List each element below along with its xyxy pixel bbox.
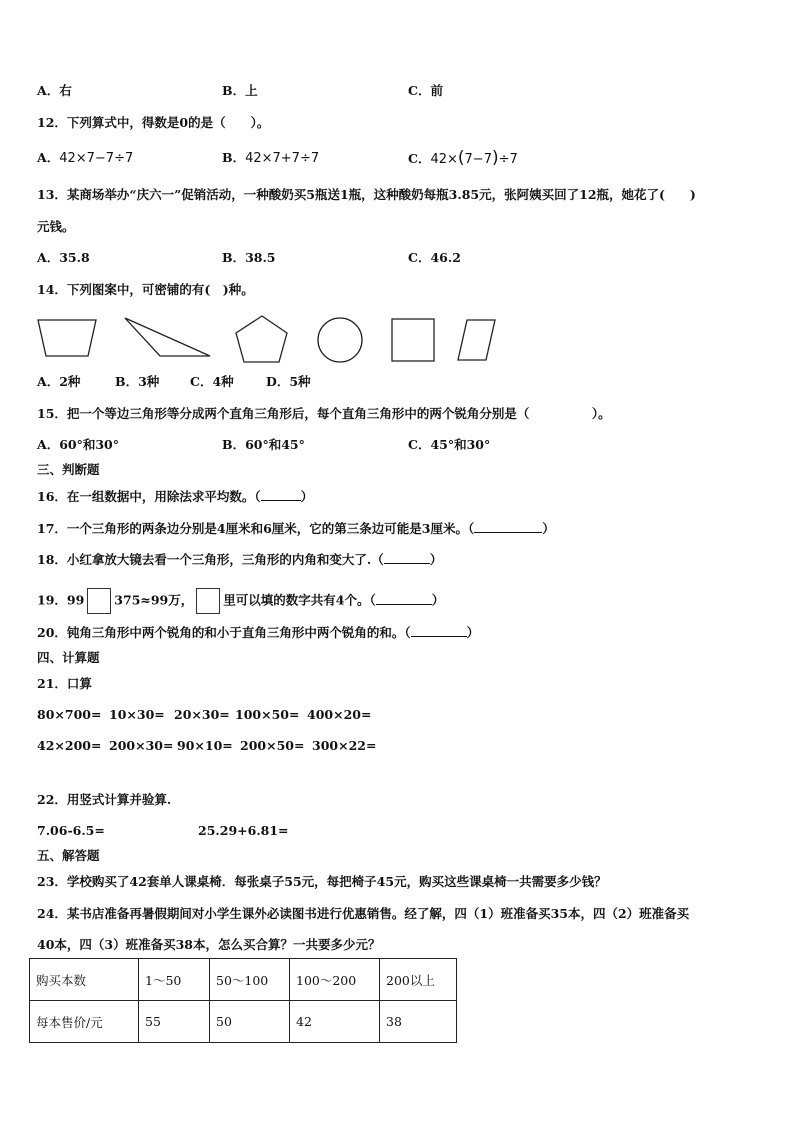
table-cell: 42 xyxy=(290,1001,380,1043)
q21-row2-item: 200×30= xyxy=(109,738,174,753)
table-header-cell: 200以上 xyxy=(380,959,457,1001)
circle-shape xyxy=(318,318,362,362)
pentagon-shape xyxy=(236,316,287,362)
table-cell: 55 xyxy=(139,1001,210,1043)
q22-title: 22．用竖式计算并验算. xyxy=(37,792,172,807)
q24-price-table xyxy=(29,958,457,1043)
q17: 17．一个三角形的两条边分别是4厘米和6厘米，它的第三条边可能是3厘米。（ ） xyxy=(37,521,555,536)
table-cell: 38 xyxy=(380,1001,457,1043)
q14-option-a: A．2种 xyxy=(37,374,81,389)
q19-answer-blank[interactable] xyxy=(376,592,432,605)
q13-option-a: A．35.8 xyxy=(37,250,90,265)
q21-row1-item: 80×700= xyxy=(37,707,102,722)
q12-option-a: A．42×7−7÷7 xyxy=(37,150,134,166)
q11-option-b: B．上 xyxy=(222,83,258,98)
q14-option-d: D．5种 xyxy=(266,374,311,389)
q21-row2-item: 300×22= xyxy=(312,738,377,753)
q16-answer-blank[interactable] xyxy=(261,488,301,501)
q23: 23．学校购买了42套单人课桌椅．每张桌子55元，每把椅子45元，购买这些课桌椅一共需要多少钱？ xyxy=(37,874,607,889)
q19-digit-box-reference xyxy=(196,588,220,614)
q21-row1-item: 400×20= xyxy=(307,707,372,722)
q11-option-c: C．前 xyxy=(408,83,443,98)
q12-option-a-expression: 42×7−7÷7 xyxy=(59,151,134,166)
square-shape xyxy=(392,319,434,361)
q13-stem-line2: 元钱。 xyxy=(37,219,75,234)
table-header-cell: 100～200 xyxy=(290,959,380,1001)
table-cell: 50 xyxy=(210,1001,290,1043)
q18-answer-blank[interactable] xyxy=(384,551,430,564)
q12-option-c: C．42×(7−7)÷7 xyxy=(408,148,518,168)
q13-option-b: B．38.5 xyxy=(222,250,276,265)
q20: 20．钝角三角形中两个锐角的和小于直角三角形中两个锐角的和。（ ） xyxy=(37,625,480,640)
q21-row1-item: 20×30= xyxy=(174,707,230,722)
q21-row1-item: 10×30= xyxy=(109,707,165,722)
q12-stem: 12．下列算式中，得数是0的是（ ）。 xyxy=(37,115,270,130)
q16: 16．在一组数据中，用除法求平均数。（ ） xyxy=(37,489,314,504)
table-header-cell: 50～100 xyxy=(210,959,290,1001)
table-cell: 每本售价/元 xyxy=(30,1001,139,1043)
table-row xyxy=(30,1001,457,1043)
q21-row2-item: 42×200= xyxy=(37,738,102,753)
trapezoid-shape xyxy=(38,320,96,356)
q24-line2: 40本，四（3）班准备买38本，怎么买合算？一共要多少元？ xyxy=(37,937,381,952)
q12-option-b: B．42×7+7÷7 xyxy=(222,150,320,166)
table-header-cell: 1～50 xyxy=(139,959,210,1001)
section-heading-calculation: 四、计算题 xyxy=(37,650,100,665)
q15-option-b: B．60°和45° xyxy=(222,437,305,452)
q18: 18．小红拿放大镜去看一个三角形，三角形的内角和变大了.（ ） xyxy=(37,552,443,567)
q22-expression-2: 25.29+6.81= xyxy=(198,823,289,838)
triangle-shape xyxy=(125,318,210,356)
q19: 19．99 375≈99万， 里可以填的数字共有4个。（ ） xyxy=(37,588,444,614)
q11-option-a: A．右 xyxy=(37,83,72,98)
table-header-cell: 购买本数 xyxy=(30,959,139,1001)
section-heading-word-problems: 五、解答题 xyxy=(37,848,100,863)
q14-shapes-figure xyxy=(30,312,510,370)
q14-option-c: C．4种 xyxy=(190,374,234,389)
q21-row1-item: 100×50= xyxy=(235,707,300,722)
q15-option-a: A．60°和30° xyxy=(37,437,119,452)
section-heading-judgement: 三、判断题 xyxy=(37,462,100,477)
q24-line1: 24．某书店准备再暑假期间对小学生课外必读图书进行优惠销售。经了解，四（1）班准备买35本，四（2）班准备买 xyxy=(37,906,690,921)
q21-row2-item: 90×10= xyxy=(177,738,233,753)
q12-option-c-expression: 42×(7−7)÷7 xyxy=(430,148,518,168)
q19-digit-box[interactable] xyxy=(87,588,111,614)
q20-answer-blank[interactable] xyxy=(411,624,467,637)
q21-row2-item: 200×50= xyxy=(240,738,305,753)
q22-expression-1: 7.06-6.5= xyxy=(37,823,105,838)
q15-stem: 15．把一个等边三角形等分成两个直角三角形后，每个直角三角形中的两个锐角分别是（ ）。 xyxy=(37,406,611,421)
q15-option-c: C．45°和30° xyxy=(408,437,491,452)
q14-option-b: B．3种 xyxy=(115,374,160,389)
q17-answer-blank[interactable] xyxy=(474,520,542,533)
parallelogram-shape xyxy=(458,320,495,360)
q13-stem-line1: 13．某商场举办“庆六一”促销活动，一种酸奶买5瓶送1瓶，这种酸奶每瓶3.85元，张阿姨买回了12瓶，她花了( ) xyxy=(37,187,696,202)
q13-option-c: C．46.2 xyxy=(408,250,461,265)
q21-title: 21．口算 xyxy=(37,676,92,691)
table-row xyxy=(30,959,457,1001)
q14-stem: 14．下列图案中，可密铺的有( )种。 xyxy=(37,282,254,297)
q12-option-b-expression: 42×7+7÷7 xyxy=(245,151,320,166)
